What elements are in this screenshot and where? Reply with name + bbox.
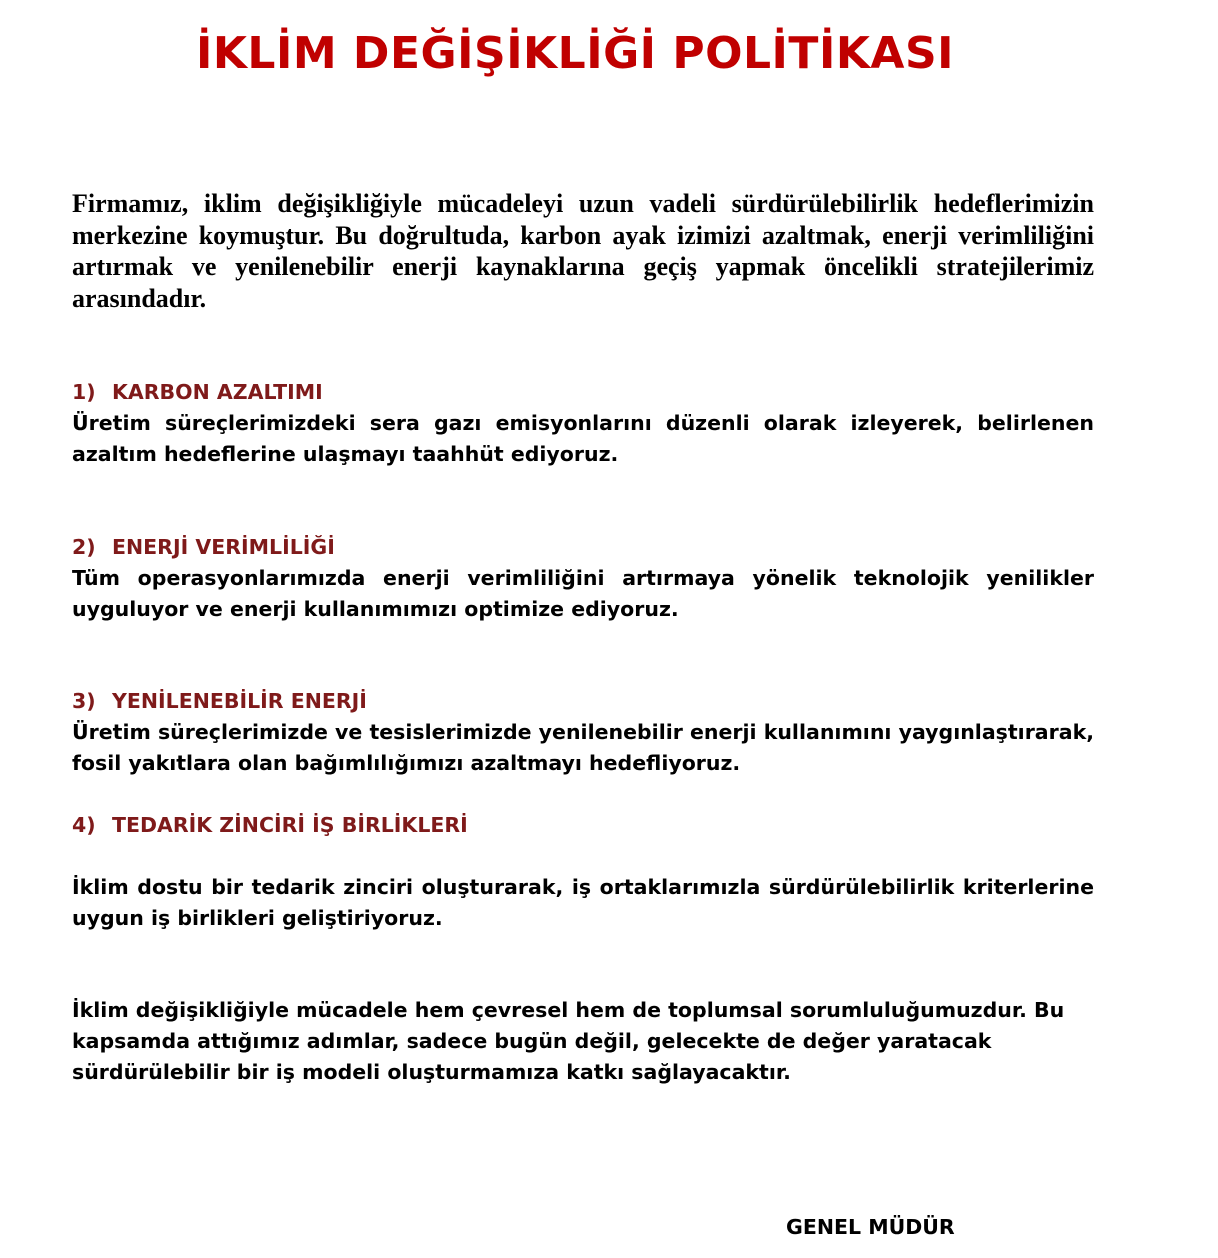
section-title: ENERJİ VERİMLİLİĞİ [112,535,335,559]
page-title: İKLİM DEĞİŞİKLİĞİ POLİTİKASI [195,28,955,79]
signature: GENEL MÜDÜR [786,1215,955,1239]
section-number: 4) [72,813,96,837]
section-text-tedarik-zinciri: İklim dostu bir tedarik zinciri oluşturarak, iş ortaklarımızla sürdürülebilirlik kriterlerine uygun iş birlikleri geliştiriyoruz. [72,875,1094,930]
section-title: TEDARİK ZİNCİRİ İŞ BİRLİKLERİ [112,813,468,837]
section-number: 1) [72,380,96,404]
section-heading-yenilenebilir-enerji [72,687,1094,715]
section-text-yenilenebilir-enerji: Üretim süreçlerimizde ve tesislerimizde yenilenebilir enerji kullanımını yaygınlaştırarak, fosil yakıtlara olan bağımlılığımızı azaltmayı hedefliyoruz. [72,720,1095,775]
intro-paragraph: Firmamız, iklim değişikliğiyle mücadeleyi uzun vadeli sürdürülebilirlik hedeflerimizin merkezine koymuştur. Bu doğrultuda, karbon ayak izimizi azaltmak, enerji verimliliğini artırmak ve yenilenebilir enerji kaynaklarına geçiş yapmak öncelikli stratejilerimiz arasındadır. [72,189,1094,313]
section-number: 2) [72,535,96,559]
section-title: KARBON AZALTIMI [112,380,323,404]
closing-paragraph: İklim değişikliğiyle mücadele hem çevresel hem de toplumsal sorumluluğumuzdur. Bu kapsamda attığımız adımlar, sadece bugün değil, gelecekte de değer yaratacak sürdürülebilir bir iş modeli oluşturmamıza katkı sağlayacaktır. [72,998,1065,1084]
section-title: YENİLENEBİLİR ENERJİ [112,689,367,713]
section-heading-karbon-azaltimi [72,378,1094,406]
section-heading-enerji-verimliligi [72,533,1094,561]
section-number: 3) [72,689,96,713]
section-heading-tedarik-zinciri [72,811,1094,839]
section-text-karbon-azaltimi: Üretim süreçlerimizdeki sera gazı emisyonlarını düzenli olarak izleyerek, belirlenen azaltım hedeflerine ulaşmayı taahhüt ediyoruz. [72,411,1094,466]
section-text-enerji-verimliligi: Tüm operasyonlarımızda enerji verimliliğini artırmaya yönelik teknolojik yenilikler uyguluyor ve enerji kullanımımızı optimize ediyoruz. [72,566,1094,621]
